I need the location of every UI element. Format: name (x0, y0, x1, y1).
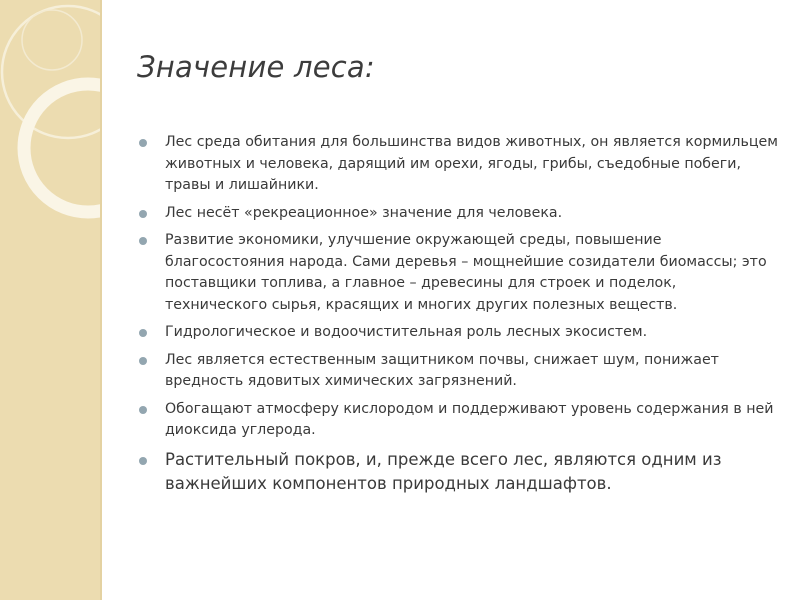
bullet-dot-icon (139, 139, 147, 147)
bullet-text: Лес является естественным защитником почвы, снижает шум, понижает вредность ядовитых химических загрязнений. (165, 351, 719, 389)
bullet-text: Развитие экономики, улучшение окружающей среды, повышение благосостояния народа. Сами деревья – мощнейшие созидатели биомассы; это поставщики топлива, а главное – древесины для строек и поделок, технического сырья, красящих и многих других полезных веществ. (165, 232, 767, 313)
bullet-dot-icon (139, 406, 147, 414)
bullet-item (138, 322, 778, 344)
bullet-item (138, 132, 778, 197)
bullet-dot-icon (139, 237, 147, 245)
bullet-item (138, 230, 778, 316)
bullet-list (138, 132, 778, 502)
side-band-edge (100, 0, 102, 600)
bullet-text: Лес среда обитания для большинства видов животных, он является кормильцем животных и человека, дарящий им орехи, ягоды, грибы, съедобные побеги, травы и лишайники. (165, 134, 778, 193)
bullet-item (138, 203, 778, 225)
bullet-dot-icon (139, 357, 147, 365)
decorative-rings-icon (0, 0, 100, 600)
bullet-dot-icon (139, 457, 147, 465)
bullet-dot-icon (139, 210, 147, 218)
bullet-dot-icon (139, 329, 147, 337)
bullet-item (138, 350, 778, 393)
slide-title: Значение леса: (137, 50, 375, 84)
bullet-text: Лес несёт «рекреационное» значение для человека. (165, 204, 563, 221)
bullet-item-emphasis (138, 448, 778, 496)
bullet-text: Гидрологическое и водоочистительная роль лесных экосистем. (165, 324, 648, 340)
bullet-item (138, 399, 778, 442)
bullet-text: Растительный покров, и, прежде всего лес, являются одним из важнейших компонентов природных ландшафтов. (165, 449, 722, 493)
bullet-text: Обогащают атмосферу кислородом и поддерживают уровень содержания в ней диоксида углерода. (165, 400, 774, 438)
decorative-side-band (0, 0, 100, 600)
